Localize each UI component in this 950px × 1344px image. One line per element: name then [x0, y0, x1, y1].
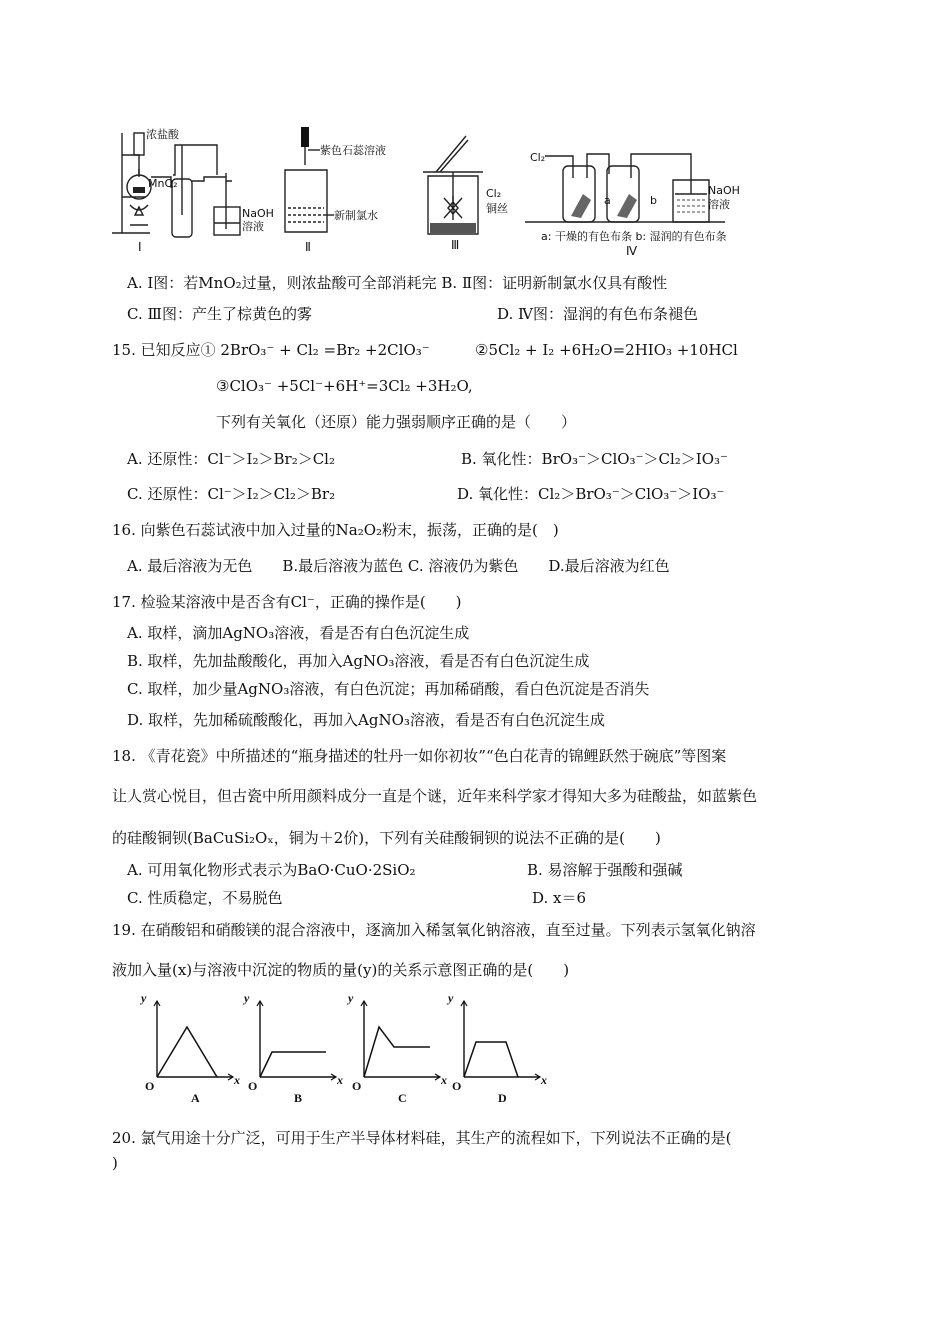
q17-option-d: D. 取样，先加稀硫酸酸化，再加入AgNO₃溶液，看是否有白色沉淀生成: [127, 711, 605, 729]
q14-option-d: D. Ⅳ图：湿润的有色布条褪色: [497, 305, 699, 323]
fig4-numeral: Ⅳ: [626, 244, 638, 258]
q15-ask: 下列有关氧化（还原）能力强弱顺序正确的是（ ）: [216, 413, 577, 431]
fig4-b-label: b: [650, 194, 657, 207]
q19-line1: 19. 在硝酸铝和硝酸镁的混合溶液中，逐滴加入稀氢氧化钠溶液，直至过量。下列表示氢氧化钠溶: [112, 921, 756, 939]
q20-line2: ): [112, 1154, 118, 1172]
series-line-A: [157, 1027, 217, 1077]
graph-B-caption: B: [294, 1091, 303, 1105]
fig4-soln-label: 溶液: [708, 198, 730, 211]
q18-option-c: C. 性质稳定，不易脱色: [127, 889, 283, 907]
graph-C-xlabel: x: [441, 1073, 447, 1087]
q17-stem: 17. 检验某溶液中是否含有Cl⁻，正确的操作是( ): [112, 593, 462, 611]
series-line-B: [260, 1052, 326, 1077]
q15-option-c: C. 还原性：Cl⁻＞I₂＞Cl₂＞Br₂: [127, 485, 336, 503]
q18-line1: 18. 《青花瓷》中所描述的“瓶身描述的牡丹一如你初妆”“色白花青的锦鲤跃然于碗底”等图案: [112, 747, 727, 765]
q15-eq3: ③ClO₃⁻ +5Cl⁻+6H⁺=3Cl₂ +3H₂O,: [216, 377, 473, 395]
graph-A-ylabel: y: [141, 991, 147, 1005]
fig4-cl2-label: Cl₂: [530, 151, 546, 164]
fig1-acid-label: 浓盐酸: [146, 128, 179, 141]
graph-A-xlabel: x: [234, 1073, 240, 1087]
graph-B-ylabel: y: [244, 991, 250, 1005]
apparatus-figure-1: [110, 125, 280, 260]
fig1-naoh-label: NaOH: [242, 207, 274, 220]
q19-line2: 液加入量(x)与溶液中沉淀的物质的量(y)的关系示意图正确的是( ): [112, 961, 570, 979]
graph-D: [450, 995, 545, 1085]
fig3-cl2-label: Cl₂: [486, 187, 502, 200]
q17-option-c: C. 取样，加少量AgNO₃溶液，有白色沉淀；再加稀硝酸，看白色沉淀是否消失: [127, 680, 650, 698]
graph-D-origin: O: [452, 1079, 462, 1093]
fig1-mno2-label: MnO₂: [148, 177, 178, 190]
graph-C: [350, 995, 445, 1085]
fig1-soln-label: 溶液: [242, 220, 264, 233]
q16-stem: 16. 向紫色石蕊试液中加入过量的Na₂O₂粉末，振荡，正确的是( ): [112, 521, 559, 539]
q18-line3: 的硅酸铜钡(BaCuSi₂Oₓ，铜为＋2价)，下列有关硅酸铜钡的说法不正确的是( ): [112, 829, 661, 847]
q17-option-a: A. 取样，滴加AgNO₃溶液，看是否有白色沉淀生成: [127, 624, 470, 642]
q15-option-a: A. 还原性：Cl⁻＞I₂＞Br₂＞Cl₂: [127, 450, 335, 468]
fig4-a-label: a: [604, 194, 611, 207]
q18-line2: 让人赏心悦目，但古瓷中所用颜料成分一直是个谜，近年来科学家才得知大多为硅酸盐，如蓝紫色: [112, 787, 758, 805]
graph-C-ylabel: y: [348, 991, 354, 1005]
graph-B: [246, 995, 341, 1085]
q14-option-c: C. Ⅲ图：产生了棕黄色的雾: [127, 305, 312, 323]
fig4-caption: a: 干燥的有色布条 b: 湿润的有色布条: [541, 230, 727, 243]
apparatus-figure-4: [525, 128, 755, 228]
fig4-naoh-label: NaOH: [708, 184, 740, 197]
q15-option-d: D. 氧化性：Cl₂＞BrO₃⁻＞ClO₃⁻＞IO₃⁻: [457, 485, 725, 503]
q15-option-b: B. 氧化性：BrO₃⁻＞ClO₃⁻＞Cl₂＞IO₃⁻: [461, 450, 728, 468]
fig2-water-label: 新制氯水: [334, 209, 378, 222]
q15-eq2: ②5Cl₂ + I₂ +6H₂O=2HIO₃ +10HCl: [475, 341, 738, 359]
series-line-D: [464, 1042, 518, 1077]
q14-option-a-b: A. Ⅰ图：若MnO₂过量，则浓盐酸可全部消耗完 B. Ⅱ图：证明新制氯水仅具有酸性: [127, 274, 668, 292]
fig1-numeral: Ⅰ: [138, 240, 142, 254]
q18-option-b: B. 易溶解于强酸和强碱: [527, 861, 683, 879]
graph-B-origin: O: [248, 1079, 258, 1093]
q15-stem: 15. 已知反应① 2BrO₃⁻ + Cl₂ =Br₂ +2ClO₃⁻: [112, 341, 430, 359]
q18-option-d: D. x＝6: [532, 889, 587, 907]
graph-C-origin: O: [352, 1079, 362, 1093]
graph-A-origin: O: [145, 1079, 155, 1093]
fig2-numeral: Ⅱ: [305, 240, 311, 254]
q18-option-a: A. 可用氧化物形式表示为BaO·CuO·2SiO₂: [127, 861, 416, 879]
fig3-cu-label: 铜丝: [486, 202, 508, 215]
q17-option-b: B. 取样，先加盐酸酸化，再加入AgNO₃溶液，看是否有白色沉淀生成: [127, 652, 590, 670]
graph-D-caption: D: [498, 1091, 507, 1105]
graph-C-caption: C: [398, 1091, 407, 1105]
graph-D-ylabel: y: [448, 991, 454, 1005]
graph-A: [143, 995, 238, 1085]
graph-D-xlabel: x: [541, 1073, 547, 1087]
fig2-litmus-label: 紫色石蕊溶液: [320, 144, 386, 157]
graph-A-caption: A: [191, 1091, 200, 1105]
q16-options: A. 最后溶液为无色 B.最后溶液为蓝色 C. 溶液仍为紫色 D.最后溶液为红色: [127, 557, 670, 575]
series-line-C: [364, 1027, 430, 1077]
graph-B-xlabel: x: [337, 1073, 343, 1087]
q20-line1: 20. 氯气用途十分广泛，可用于生产半导体材料硅，其生产的流程如下，下列说法不正确的是(: [112, 1129, 732, 1147]
fig3-numeral: Ⅲ: [451, 238, 460, 252]
